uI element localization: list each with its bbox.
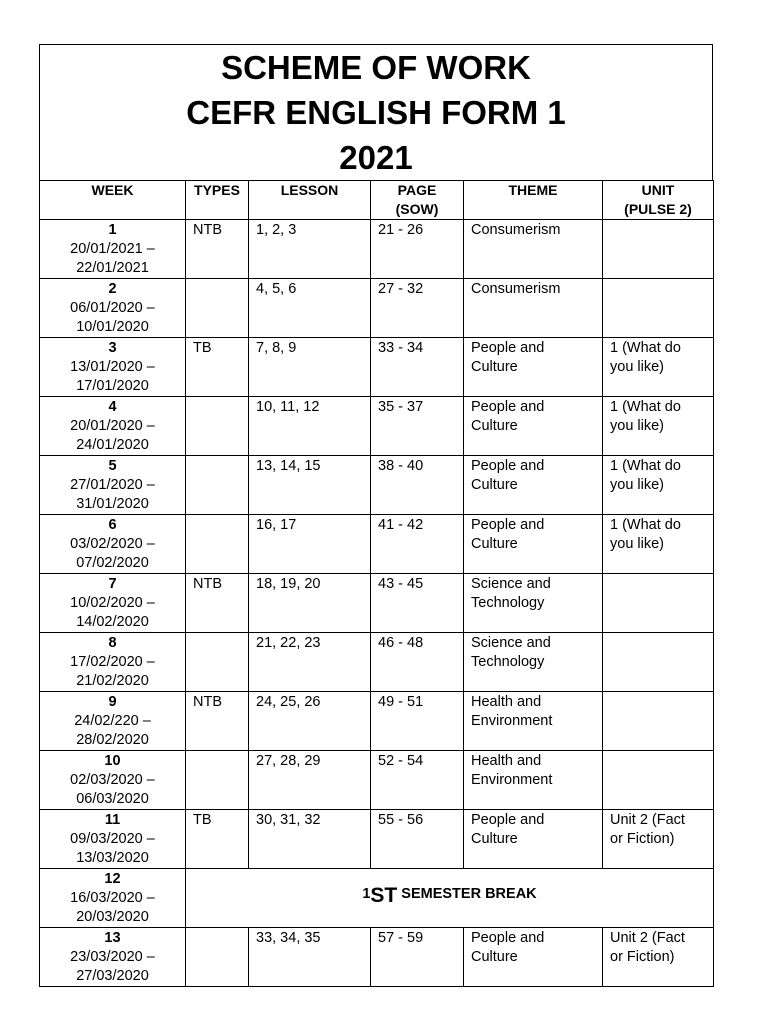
week-date-from: 24/02/220 – [74, 713, 151, 729]
week-number: 4 [108, 399, 117, 415]
types-cell [186, 279, 249, 338]
week-date-from: 23/03/2020 – [70, 949, 155, 965]
week-number: 6 [108, 517, 117, 533]
break-label-text: SEMESTER BREAK [397, 886, 537, 902]
lesson-cell: 4, 5, 6 [249, 279, 371, 338]
page-cell: 35 - 37 [371, 397, 464, 456]
unit-cell [603, 928, 714, 987]
unit-cell [603, 397, 714, 456]
theme-cell [464, 633, 603, 692]
table-row [40, 220, 714, 279]
table-row [40, 633, 714, 692]
unit-cell-line-1: Unit 2 (Fact [610, 930, 685, 946]
week-date-to: 22/01/2021 [76, 260, 149, 276]
theme-cell-line-2: Environment [471, 713, 553, 729]
theme-cell-line-1: People and [471, 340, 545, 356]
lesson-cell: 27, 28, 29 [249, 751, 371, 810]
lesson-cell: 16, 17 [249, 515, 371, 574]
week-date-from: 17/02/2020 – [70, 654, 155, 670]
theme-cell-line-2: Culture [471, 477, 518, 493]
week-date-from: 09/03/2020 – [70, 831, 155, 847]
page-cell: 43 - 45 [371, 574, 464, 633]
week-number: 3 [108, 340, 117, 356]
unit-cell [603, 220, 714, 279]
theme-cell-line-2: Environment [471, 772, 553, 788]
header-theme: THEME [464, 181, 603, 220]
week-date-to: 13/03/2020 [76, 850, 149, 866]
title-line-3: 2021 [339, 139, 413, 176]
week-number: 9 [108, 694, 117, 710]
theme-cell-line-2: Culture [471, 831, 518, 847]
table-header-row [40, 181, 714, 220]
lesson-cell: 7, 8, 9 [249, 338, 371, 397]
week-number: 10 [104, 753, 121, 769]
week-date-from: 10/02/2020 – [70, 595, 155, 611]
theme-cell-line-2: Culture [471, 418, 518, 434]
types-cell [186, 928, 249, 987]
theme-cell [464, 692, 603, 751]
week-number: 5 [108, 458, 117, 474]
types-cell: NTB [186, 574, 249, 633]
week-date-to: 28/02/2020 [76, 732, 149, 748]
week-cell [40, 279, 186, 338]
week-date-to: 27/03/2020 [76, 968, 149, 984]
page-cell: 27 - 32 [371, 279, 464, 338]
week-date-to: 31/01/2020 [76, 496, 149, 512]
week-cell [40, 456, 186, 515]
unit-cell [603, 574, 714, 633]
unit-cell-line-2: you like) [610, 477, 664, 493]
week-date-to: 10/01/2020 [76, 319, 149, 335]
unit-cell [603, 692, 714, 751]
week-date-from: 20/01/2021 – [70, 241, 155, 257]
theme-cell-line-1: Consumerism [471, 281, 561, 297]
week-date-from: 06/01/2020 – [70, 300, 155, 316]
break-label-superscript: ST [370, 884, 398, 907]
header-unit-line-2: (PULSE 2) [624, 201, 692, 217]
week-cell [40, 515, 186, 574]
scheme-of-work-page [39, 44, 713, 987]
theme-cell [464, 220, 603, 279]
theme-cell-line-2: Culture [471, 949, 518, 965]
unit-cell-line-1: 1 (What do [610, 517, 681, 533]
week-cell [40, 928, 186, 987]
table-row [40, 810, 714, 869]
theme-cell [464, 515, 603, 574]
week-cell [40, 574, 186, 633]
week-date-to: 17/01/2020 [76, 378, 149, 394]
week-cell [40, 810, 186, 869]
week-number: 11 [104, 812, 121, 828]
unit-cell-line-1: 1 (What do [610, 399, 681, 415]
unit-cell [603, 279, 714, 338]
lesson-cell: 18, 19, 20 [249, 574, 371, 633]
week-number: 8 [108, 635, 117, 651]
semester-break-row [40, 869, 714, 928]
scheme-table [39, 180, 714, 987]
theme-cell-line-2: Technology [471, 654, 545, 670]
table-row [40, 574, 714, 633]
title-line-2: CEFR ENGLISH FORM 1 [186, 94, 566, 131]
title-line-1: SCHEME OF WORK [221, 49, 531, 86]
week-date-from: 03/02/2020 – [70, 536, 155, 552]
break-label-number: 1 [362, 886, 371, 902]
theme-cell-line-1: People and [471, 399, 545, 415]
unit-cell [603, 515, 714, 574]
theme-cell [464, 574, 603, 633]
lesson-cell: 24, 25, 26 [249, 692, 371, 751]
unit-cell-line-2: you like) [610, 359, 664, 375]
unit-cell [603, 338, 714, 397]
week-cell [40, 869, 186, 928]
page-cell: 38 - 40 [371, 456, 464, 515]
types-cell: TB [186, 810, 249, 869]
theme-cell-line-1: Health and [471, 753, 542, 769]
theme-cell [464, 397, 603, 456]
page-cell: 41 - 42 [371, 515, 464, 574]
page-cell: 33 - 34 [371, 338, 464, 397]
week-date-to: 21/02/2020 [76, 673, 149, 689]
unit-cell [603, 810, 714, 869]
unit-cell-line-2: you like) [610, 418, 664, 434]
header-unit-line-1: UNIT [641, 182, 675, 198]
document-title [39, 44, 713, 180]
table-row [40, 692, 714, 751]
lesson-cell: 10, 11, 12 [249, 397, 371, 456]
page-cell: 57 - 59 [371, 928, 464, 987]
unit-cell-line-2: or Fiction) [610, 949, 675, 965]
unit-cell [603, 751, 714, 810]
unit-cell-line-2: you like) [610, 536, 664, 552]
page-cell: 46 - 48 [371, 633, 464, 692]
week-date-from: 13/01/2020 – [70, 359, 155, 375]
types-cell [186, 751, 249, 810]
theme-cell-line-1: People and [471, 930, 545, 946]
theme-cell-line-2: Culture [471, 359, 518, 375]
header-page-line-1: PAGE [397, 182, 437, 198]
theme-cell-line-1: Science and [471, 635, 551, 651]
theme-cell-line-2: Technology [471, 595, 545, 611]
week-date-to: 07/02/2020 [76, 555, 149, 571]
types-cell: NTB [186, 220, 249, 279]
page-cell: 52 - 54 [371, 751, 464, 810]
unit-cell [603, 633, 714, 692]
theme-cell [464, 928, 603, 987]
types-cell [186, 633, 249, 692]
theme-cell-line-1: People and [471, 517, 545, 533]
unit-cell-line-2: or Fiction) [610, 831, 675, 847]
week-date-from: 20/01/2020 – [70, 418, 155, 434]
lesson-cell: 1, 2, 3 [249, 220, 371, 279]
lesson-cell: 21, 22, 23 [249, 633, 371, 692]
page-cell: 55 - 56 [371, 810, 464, 869]
types-cell: NTB [186, 692, 249, 751]
week-cell [40, 751, 186, 810]
semester-break-label [186, 869, 714, 928]
week-number: 7 [108, 576, 117, 592]
table-row [40, 751, 714, 810]
week-date-to: 24/01/2020 [76, 437, 149, 453]
page-cell: 49 - 51 [371, 692, 464, 751]
table-row [40, 338, 714, 397]
theme-cell [464, 456, 603, 515]
table-row [40, 928, 714, 987]
header-page [371, 181, 464, 220]
header-page-line-2: (SOW) [395, 201, 439, 217]
week-cell [40, 397, 186, 456]
unit-cell [603, 456, 714, 515]
week-cell [40, 692, 186, 751]
theme-cell-line-1: People and [471, 458, 545, 474]
week-number: 1 [108, 222, 117, 238]
types-cell: TB [186, 338, 249, 397]
week-number: 13 [104, 930, 121, 946]
page-cell: 21 - 26 [371, 220, 464, 279]
lesson-cell: 33, 34, 35 [249, 928, 371, 987]
theme-cell-line-1: People and [471, 812, 545, 828]
table-row [40, 279, 714, 338]
week-date-from: 16/03/2020 – [70, 890, 155, 906]
week-date-to: 06/03/2020 [76, 791, 149, 807]
types-cell [186, 456, 249, 515]
unit-cell-line-1: Unit 2 (Fact [610, 812, 685, 828]
week-number: 12 [104, 871, 121, 887]
week-date-to: 14/02/2020 [76, 614, 149, 630]
theme-cell-line-1: Consumerism [471, 222, 561, 238]
week-date-to: 20/03/2020 [76, 909, 149, 925]
theme-cell [464, 810, 603, 869]
table-row [40, 397, 714, 456]
week-number: 2 [108, 281, 117, 297]
week-date-from: 02/03/2020 – [70, 772, 155, 788]
lesson-cell: 13, 14, 15 [249, 456, 371, 515]
header-week: WEEK [40, 181, 186, 220]
theme-cell [464, 279, 603, 338]
table-row [40, 515, 714, 574]
theme-cell-line-1: Science and [471, 576, 551, 592]
header-types: TYPES [186, 181, 249, 220]
header-unit [603, 181, 714, 220]
theme-cell-line-1: Health and [471, 694, 542, 710]
week-cell [40, 633, 186, 692]
theme-cell-line-2: Culture [471, 536, 518, 552]
week-date-from: 27/01/2020 – [70, 477, 155, 493]
types-cell [186, 515, 249, 574]
theme-cell [464, 338, 603, 397]
table-row [40, 456, 714, 515]
week-cell [40, 220, 186, 279]
types-cell [186, 397, 249, 456]
header-lesson: LESSON [249, 181, 371, 220]
week-cell [40, 338, 186, 397]
unit-cell-line-1: 1 (What do [610, 340, 681, 356]
lesson-cell: 30, 31, 32 [249, 810, 371, 869]
theme-cell [464, 751, 603, 810]
unit-cell-line-1: 1 (What do [610, 458, 681, 474]
